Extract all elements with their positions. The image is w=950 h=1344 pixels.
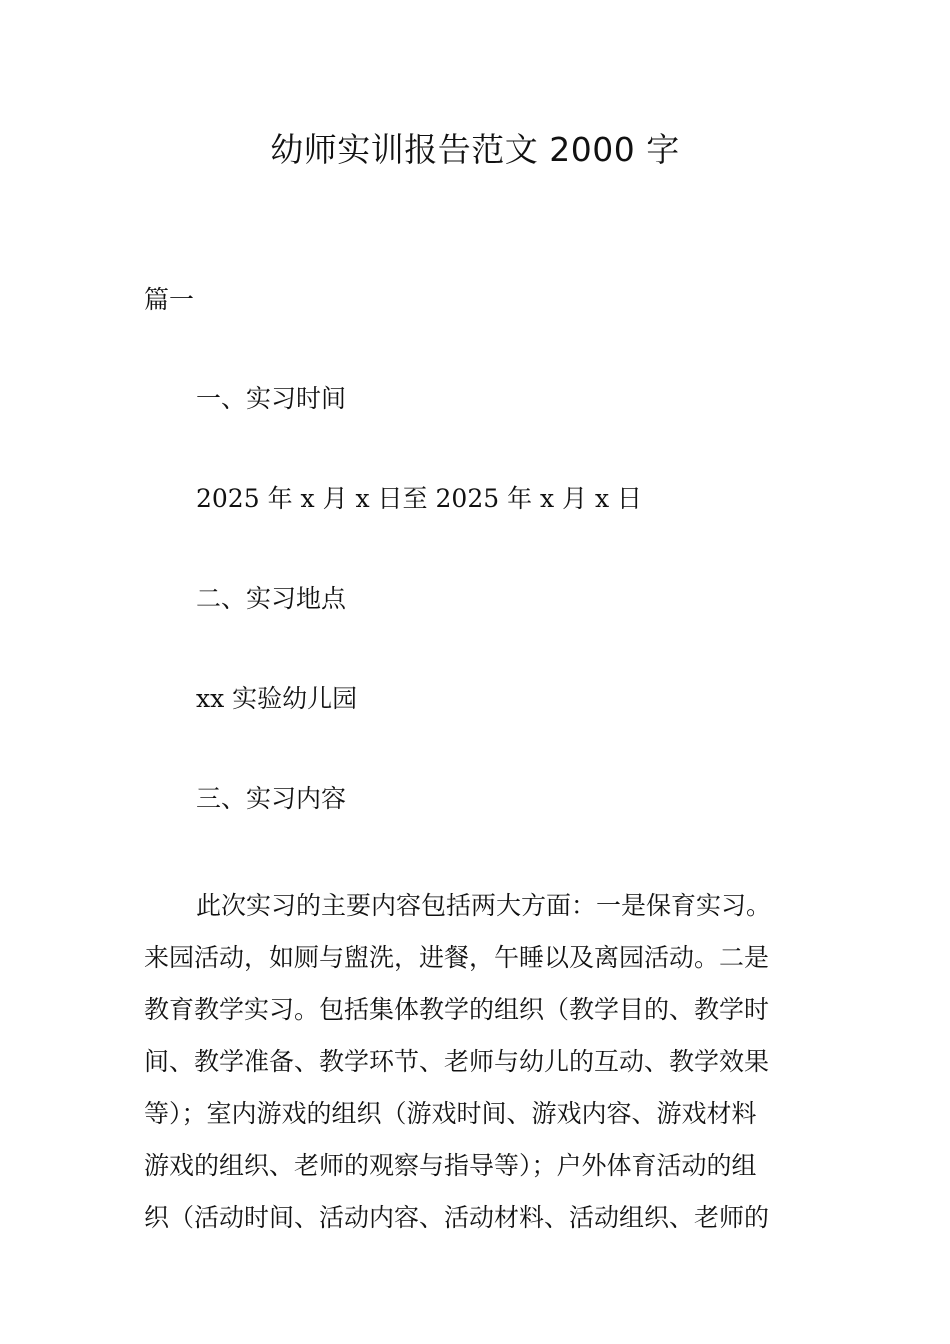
- document-title: 幼师实训报告范文 2000 字: [270, 130, 680, 169]
- paragraph-line: 等）；室内游戏的组织（游戏时间、游戏内容、游戏材料: [144, 1099, 757, 1128]
- internship-content-paragraph: [144, 880, 808, 1244]
- paragraph-line: 游戏的组织、老师的观察与指导等）；户外体育活动的组: [144, 1151, 757, 1180]
- paragraph-line: 来园活动，如厕与盥洗，进餐，午睡以及离园活动。二是: [144, 943, 770, 972]
- internship-location-text: xx 实验幼儿园: [196, 684, 358, 713]
- paragraph-line: 间、教学准备、教学环节、老师与幼儿的互动、教学效果: [144, 1047, 770, 1076]
- paragraph-line: 此次实习的主要内容包括两大方面：一是保育实习。: [196, 891, 772, 920]
- heading-internship-content: 三、实习内容: [196, 784, 347, 813]
- internship-time-text: 2025 年 x 月 x 日至 2025 年 x 月 x 日: [196, 484, 643, 513]
- heading-internship-time: 一、实习时间: [196, 384, 347, 413]
- paragraph-line: 教育教学实习。包括集体教学的组织（教学目的、教学时: [144, 995, 770, 1024]
- heading-internship-location: 二、实习地点: [196, 584, 347, 613]
- paragraph-line: 织（活动时间、活动内容、活动材料、活动组织、老师的: [144, 1203, 770, 1232]
- section-label: 篇一: [144, 285, 195, 314]
